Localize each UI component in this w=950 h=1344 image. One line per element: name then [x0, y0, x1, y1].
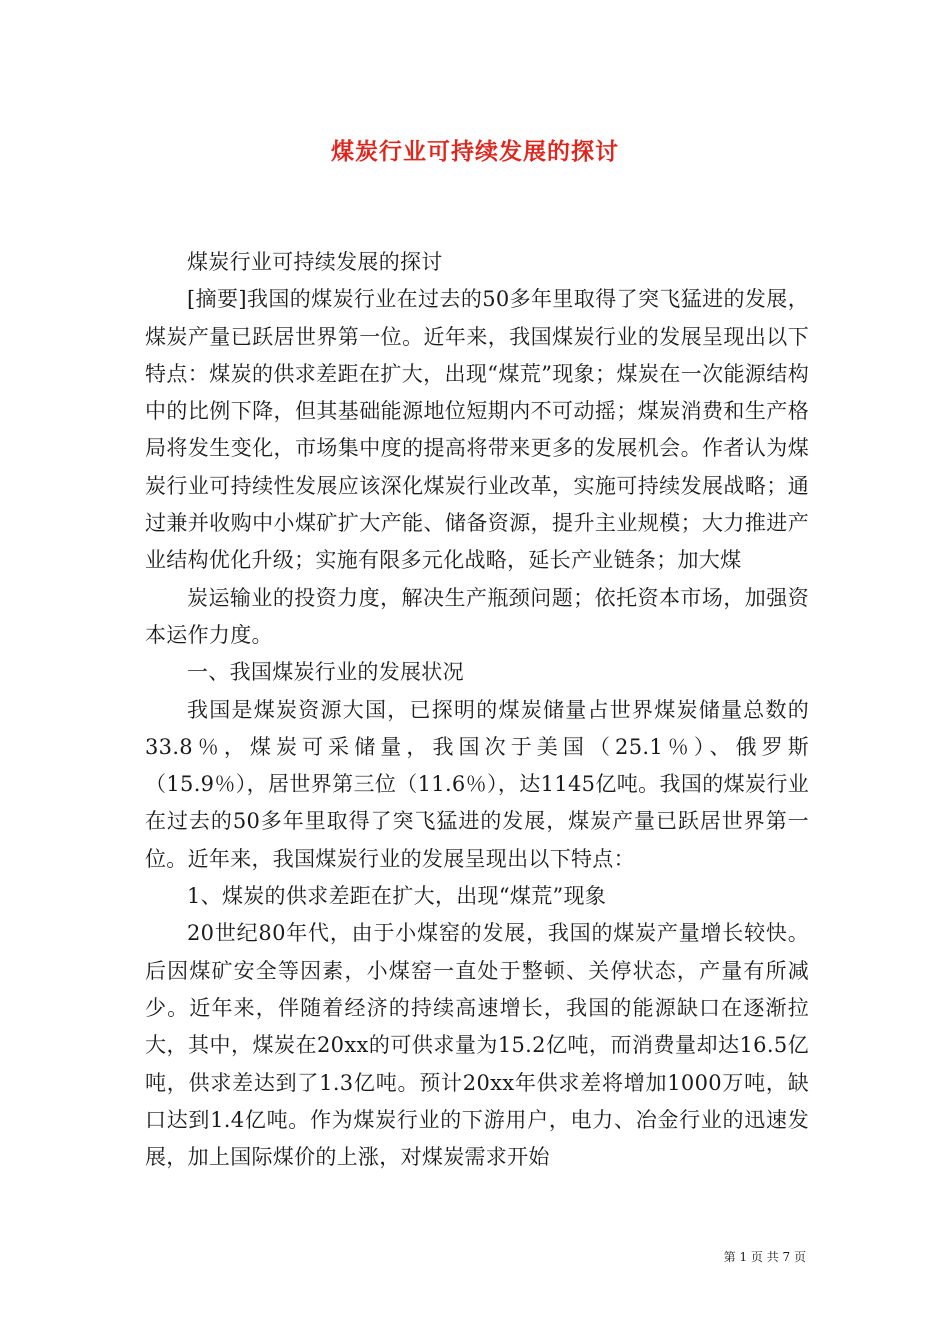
body-paragraph: 20世纪80年代，由于小煤窑的发展，我国的煤炭产量增长较快。后因煤矿安全等因素，小煤窑一直处于整顿、关停状态，产量有所减少。近年来，伴随着经济的持续高速增长，我国的能源缺口在逐渐拉大，其中，煤炭在20xx的可供求量为15.2亿吨，而消费量却达16.5亿吨，供求差达到了1.3亿吨。预计20xx年供求差将增加1000万吨，缺口达到1.4亿吨。作为煤炭行业的下游用户，电力、冶金行业的迅速发展，加上国际煤价的上涨，对煤炭需求开始 [145, 921, 809, 1170]
document-title: 煤炭行业可持续发展的探讨 [331, 138, 619, 165]
abstract-continuation-paragraph: 炭运输业的投资力度，解决生产瓶颈问题；依托资本市场，加强资本运作力度。 [145, 585, 809, 647]
subsection-heading: 1、煤炭的供求差距在扩大，出现“煤荒”现象 [187, 884, 607, 909]
abstract-paragraph: [摘要]我国的煤炭行业在过去的50多年里取得了突飞猛进的发展，煤炭产量已跃居世界第一位。近年来，我国煤炭行业的发展呈现出以下特点：煤炭的供求差距在扩大，出现“煤荒”现象；煤炭在一次能源结构中的比例下降，但其基础能源地位短期内不可动摇；煤炭消费和生产格局将发生变化，市场集中度的提高将带来更多的发展机会。作者认为煤炭行业可持续性发展应该深化煤炭行业改革，实施可持续发展战略；通过兼并收购中小煤矿扩大产能、储备资源，提升主业规模；大力推进产业结构优化升级；实施有限多元化战略，延长产业链条；加大煤 [145, 287, 809, 573]
page-number-footer: 第 1 页 共 7 页 [723, 1250, 806, 1264]
document-body [145, 244, 809, 1176]
section-heading: 一、我国煤炭行业的发展状况 [187, 660, 464, 685]
subtitle-paragraph: 煤炭行业可持续发展的探讨 [187, 250, 443, 274]
body-paragraph: 我国是煤炭资源大国，已探明的煤炭储量占世界煤炭储量总数的33.8％，煤炭可采储量，我国次于美国（25.1％）、俄罗斯（15.9％），居世界第三位（11.6％），达1145亿吨。我国的煤炭行业在过去的50多年里取得了突飞猛进的发展，煤炭产量已跃居世界第一位。近年来，我国煤炭行业的发展呈现出以下特点： [145, 697, 809, 871]
